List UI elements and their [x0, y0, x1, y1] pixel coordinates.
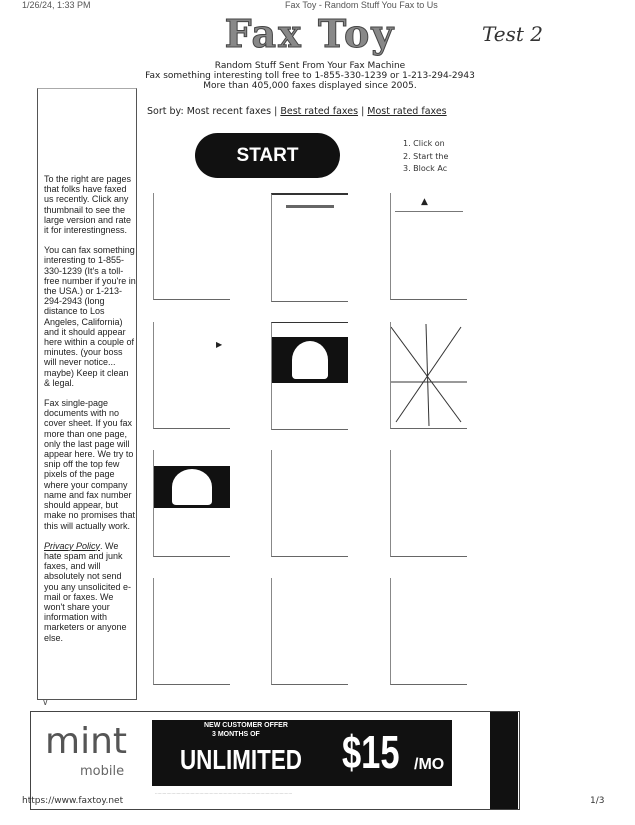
chevron-down-icon[interactable]: ∨: [42, 698, 49, 708]
sidebar-text: [44, 174, 136, 653]
sort-bar: Sort by: Most recent faxes | Best rated faxes | Most rated faxes: [147, 106, 447, 117]
fax-thumbnail[interactable]: [390, 578, 467, 685]
fax-thumbnail[interactable]: [153, 450, 230, 557]
sidebar-instructions: Fax single-page documents with no cover sheet. If you fax more than one page, only the last page will appear here. We try to snip off the top few pixels of the page where your company name and fax number should appear, but make no promises that this will actually work.: [44, 398, 136, 531]
ad-price: $15: [342, 726, 400, 778]
fax-thumbnail[interactable]: [390, 322, 467, 429]
tagline-line: Fax something interesting toll free to 1-855-330-1239 or 1-213-294-2943: [145, 71, 475, 81]
ad-side-bar: [490, 712, 518, 809]
print-datetime: 1/26/24, 1:33 PM: [22, 0, 91, 10]
ad-months: 3 MONTHS OF: [212, 731, 260, 738]
tagline-line: More than 405,000 faxes displayed since 2005.: [203, 81, 417, 91]
start-button[interactable]: START: [195, 133, 340, 178]
sort-most-rated-link[interactable]: Most rated faxes: [367, 106, 447, 117]
fax-thumbnail[interactable]: [271, 578, 348, 685]
fax-thumbnail[interactable]: ▲: [390, 193, 467, 300]
footer-url: https://www.faxtoy.net: [22, 796, 124, 806]
sort-most-recent: Most recent faxes: [186, 106, 272, 117]
fax-thumbnail[interactable]: [271, 322, 348, 430]
fax-thumbnail[interactable]: [153, 193, 230, 300]
ad-per-month: /MO: [414, 756, 445, 773]
print-page-title: Fax Toy - Random Stuff You Fax to Us: [285, 0, 438, 10]
x-drawing: [391, 322, 467, 428]
sidebar-privacy: Privacy Policy. We hate spam and junk faxes, and will absolutely not send you any unsolicited e-mail or faxes. We won't share your information with marketers or anyone else.: [44, 540, 132, 643]
ad-offer: NEW CUSTOMER OFFER: [204, 722, 288, 729]
fax-thumbnail[interactable]: ▶: [153, 322, 230, 429]
site-logo[interactable]: Fax Toy: [224, 11, 396, 56]
ad-plan: UNLIMITED: [180, 744, 302, 775]
ad-banner[interactable]: [152, 720, 452, 786]
sidebar-fax-numbers: You can fax something interesting to 1-855-330-1239 (It's a toll-free number if you're in the USA.) or 1-213-294-2943 (long distance to Los Angeles, California) and it should appear here within a couple of minutes. (your boss will never notice... maybe) Keep it clean & legal.: [44, 245, 136, 388]
ad-fine-print: ............................................................................................................: [155, 790, 293, 795]
privacy-policy-link[interactable]: Privacy Policy: [44, 540, 101, 551]
tagline: [100, 61, 520, 91]
page-number: 1/3: [590, 796, 605, 806]
sidebar-intro: To the right are pages that folks have faxed us recently. Click any thumbnail to see the large version and rate it for interestingness.: [44, 174, 132, 236]
ad-steps: 1. Click on 2. Start the 3. Block Ac: [403, 139, 449, 173]
sort-best-rated-link[interactable]: Best rated faxes: [280, 106, 359, 117]
fax-thumbnail[interactable]: [153, 578, 230, 685]
ad-brand-sub: mobile: [80, 764, 125, 779]
fax-thumbnail[interactable]: [390, 450, 467, 557]
tagline-line: Random Stuff Sent From Your Fax Machine: [214, 61, 406, 71]
fax-thumbnail[interactable]: [271, 450, 348, 557]
ad-brand: mint: [45, 721, 128, 762]
handwritten-note: Test 2: [482, 22, 544, 46]
fax-thumbnail[interactable]: [271, 193, 348, 302]
